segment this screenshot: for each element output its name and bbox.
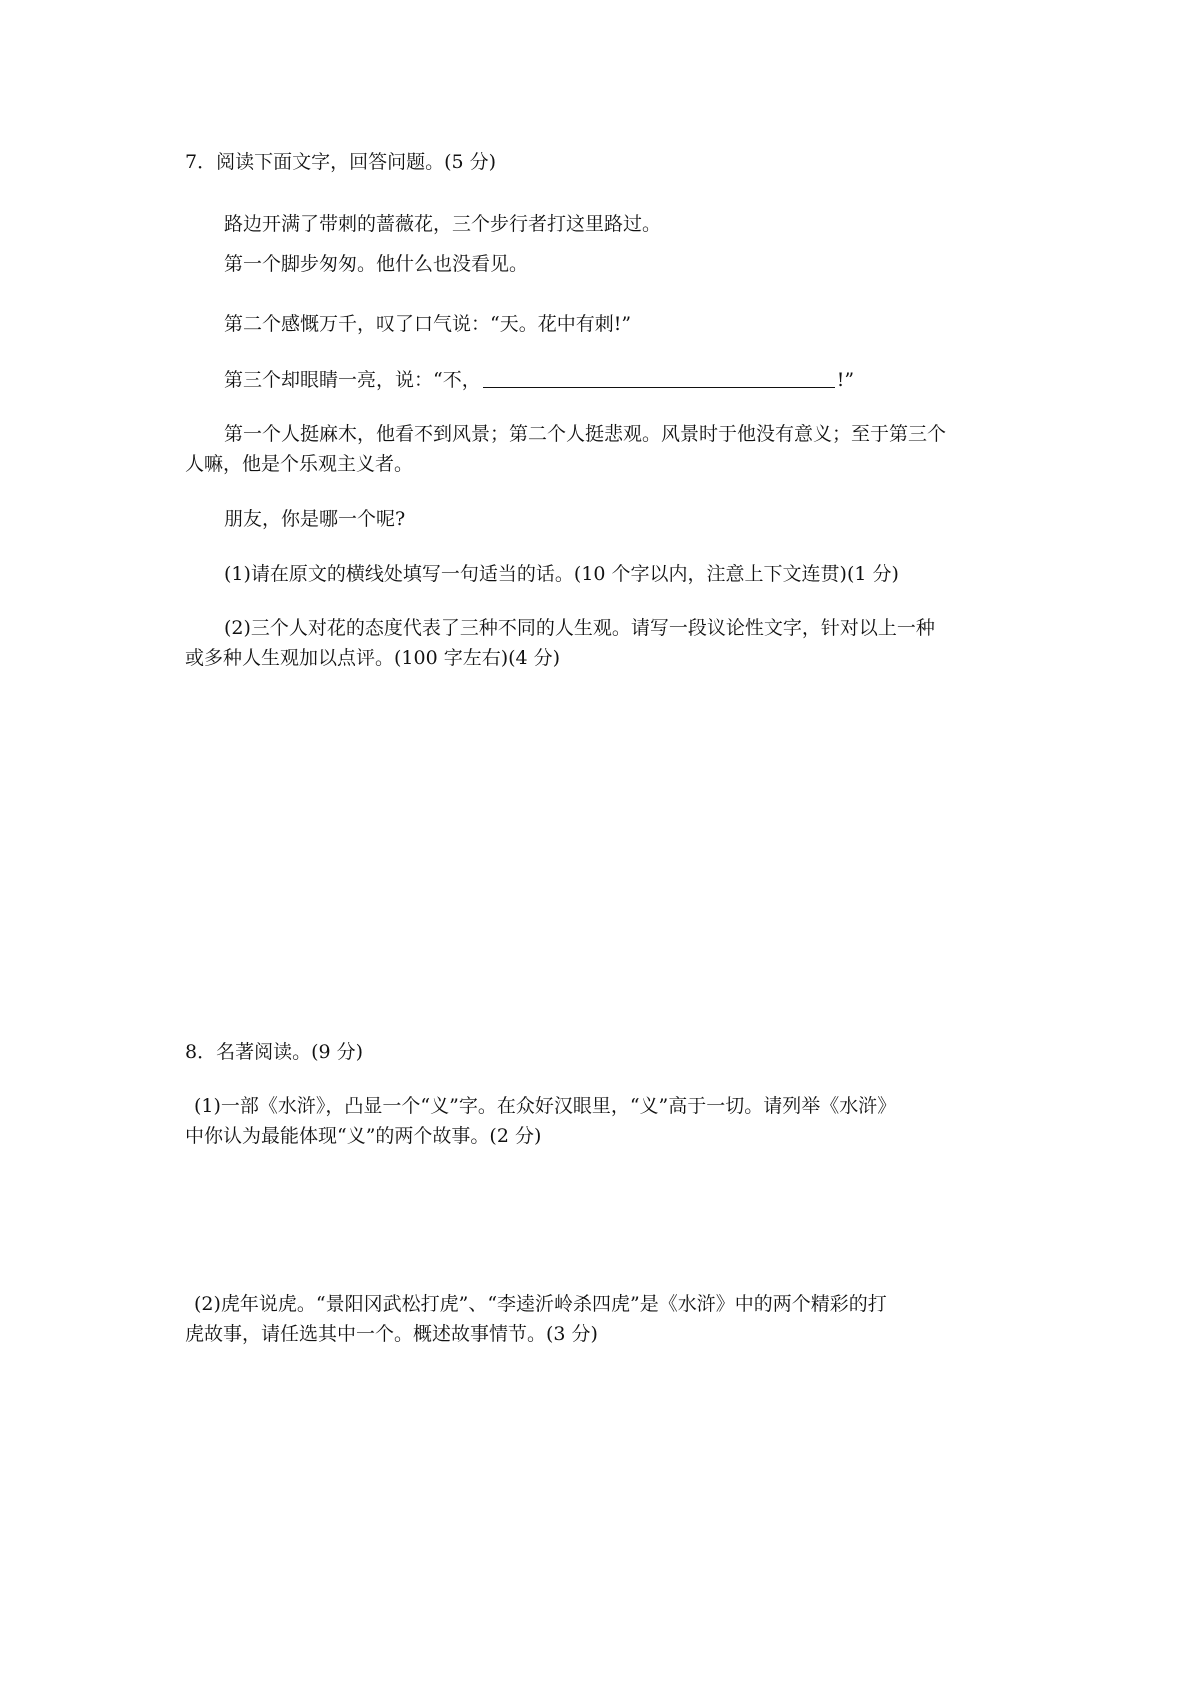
- q7-paragraph-6: 朋友，你是哪一个呢?: [224, 508, 406, 530]
- q8-subquestion-1-line-1: (1)一部《水浒》，凸显一个“义”字。在众好汉眼里，“义”高于一切。请列举《水浒》: [194, 1095, 897, 1117]
- q7-paragraph-3: 第二个感慨万千，叹了口气说：“天。花中有刺!”: [224, 313, 632, 335]
- q7-subquestion-1: (1)请在原文的横线处填写一句适当的话。(10 个字以内，注意上下文连贯)(1 分): [224, 563, 899, 585]
- q7-title: 7．阅读下面文字，回答问题。(5 分): [185, 151, 497, 173]
- q7-subquestion-2-line-2: 或多种人生观加以点评。(100 字左右)(4 分): [185, 647, 561, 669]
- answer-blank-line[interactable]: [483, 367, 835, 388]
- q7-paragraph-5-line-1: 第一个人挺麻木，他看不到风景；第二个人挺悲观。风景时于他没有意义；至于第三个: [224, 423, 947, 445]
- q7-paragraph-4-start: 第三个却眼睛一亮，说：“不，: [224, 369, 481, 391]
- q8-subquestion-1-line-2: 中你认为最能体现“义”的两个故事。(2 分): [185, 1125, 542, 1147]
- q7-paragraph-5-line-2: 人嘛，他是个乐观主义者。: [185, 453, 414, 475]
- q8-subquestion-2-line-1: (2)虎年说虎。“景阳冈武松打虎”、“李逵沂岭杀四虎”是《水浒》中的两个精彩的打: [194, 1293, 887, 1315]
- q7-paragraph-4: [224, 366, 1034, 394]
- q7-paragraph-1: 路边开满了带刺的蔷薇花，三个步行者打这里路过。: [224, 213, 662, 235]
- q8-title: 8．名著阅读。(9 分): [185, 1041, 364, 1063]
- q7-paragraph-2: 第一个脚步匆匆。他什么也没看见。: [224, 253, 529, 275]
- q7-paragraph-4-end: !”: [836, 369, 855, 391]
- q7-subquestion-2-line-1: (2)三个人对花的态度代表了三种不同的人生观。请写一段议论性文字，针对以上一种: [224, 617, 935, 639]
- q8-subquestion-2-line-2: 虎故事，请任选其中一个。概述故事情节。(3 分): [185, 1323, 598, 1345]
